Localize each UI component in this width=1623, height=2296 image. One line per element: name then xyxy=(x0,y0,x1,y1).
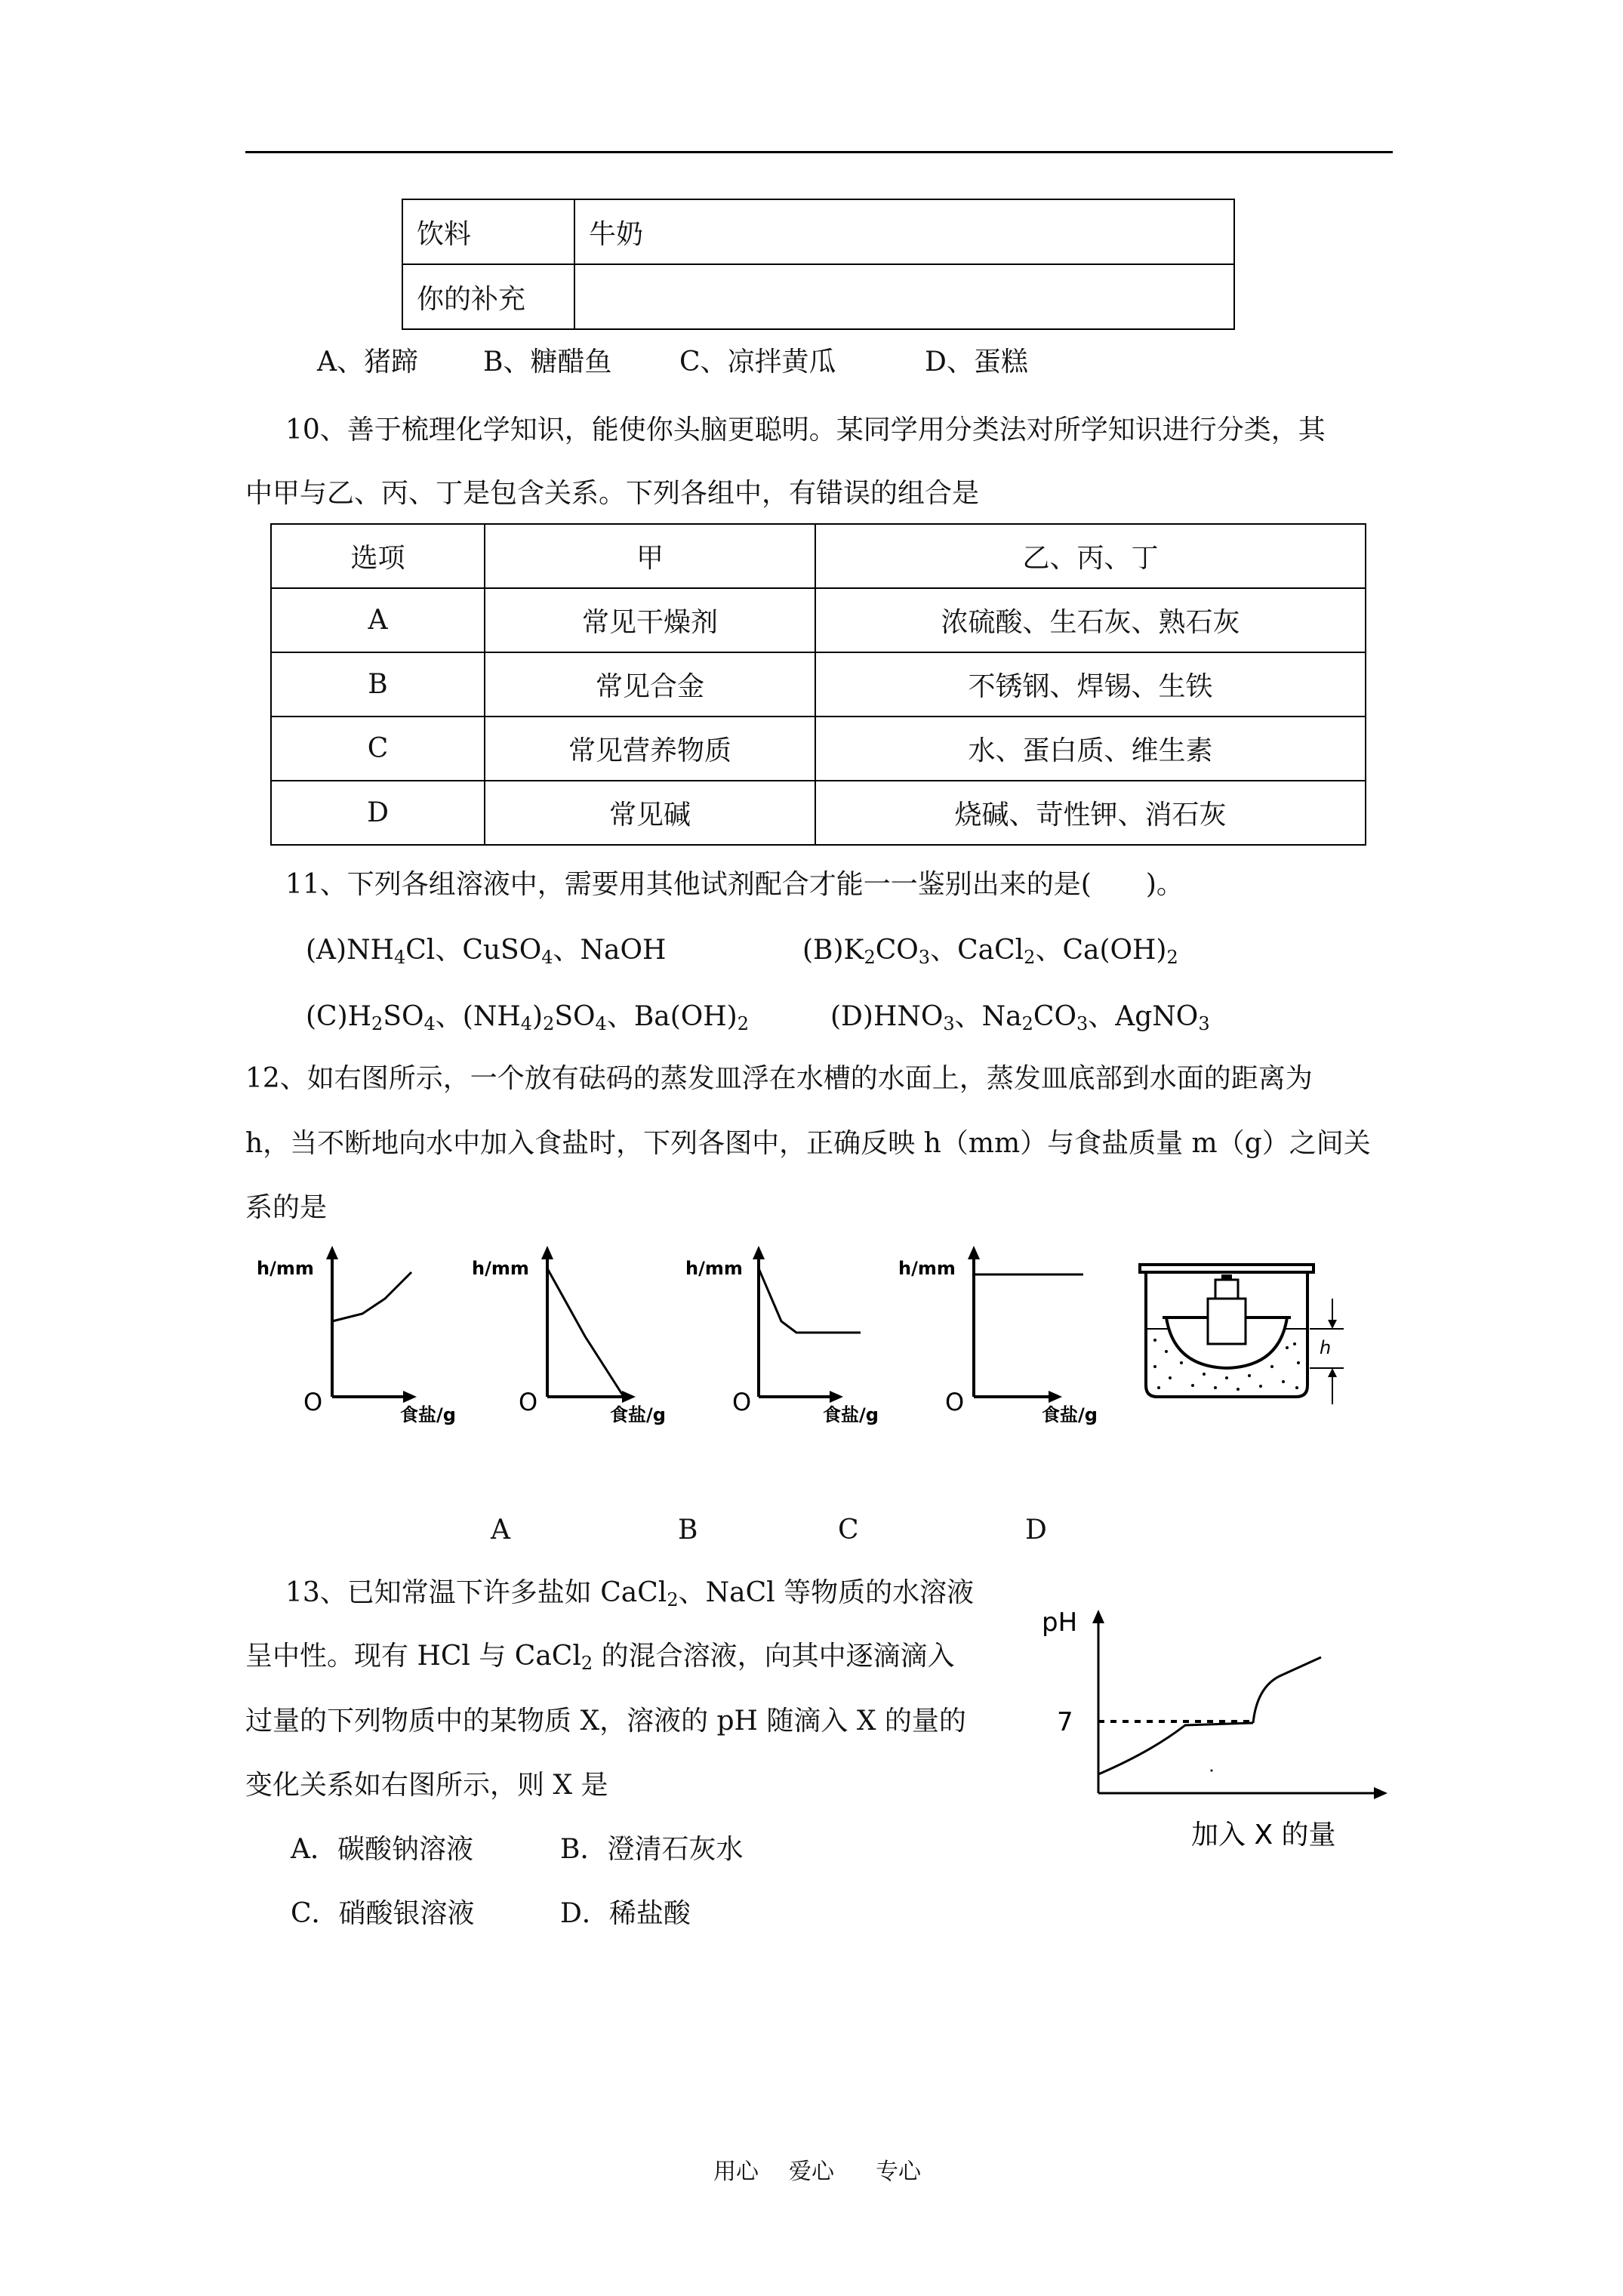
graph-b xyxy=(472,1246,666,1425)
graph-label-d: D xyxy=(1025,1515,1047,1546)
table-cell: 你的补充 xyxy=(402,264,574,329)
stray-dot xyxy=(1211,1770,1213,1772)
x-axis-label: 食盐/g xyxy=(1042,1404,1098,1425)
table-cell: 水、蛋白质、维生素 xyxy=(815,717,1366,781)
apparatus-diagram xyxy=(1132,1253,1351,1419)
ph-curve-rise xyxy=(1253,1657,1321,1723)
table-cell: 不锈钢、焊锡、生铁 xyxy=(815,652,1366,717)
footer-item: 爱心 xyxy=(789,2159,834,2185)
graph-label-b: B xyxy=(678,1515,698,1546)
table-cell: 常见合金 xyxy=(485,652,815,717)
q13-option-a: A．碳酸钠溶液 xyxy=(291,1834,473,1865)
q10-stem-line1: 10、善于梳理化学知识，能使你头脑更聪明。某同学用分类法对所学知识进行分类，其 xyxy=(285,415,1326,445)
q13-stem-line1: 13、已知常温下许多盐如 CaCl$_2$、NaCl 等物质的水溶液 xyxy=(285,1577,975,1610)
origin-label: O xyxy=(519,1388,538,1416)
q13-stem-line4: 变化关系如右图所示，则 X 是 xyxy=(245,1770,608,1801)
table-row xyxy=(402,264,1234,329)
q13-option-d: D．稀盐酸 xyxy=(560,1898,691,1929)
y-axis-label: pH xyxy=(1042,1607,1078,1638)
q13-stem-line3: 过量的下列物质中的某物质 X，溶液的 pH 随滴入 X 的量的 xyxy=(245,1706,966,1737)
table-cell: D xyxy=(271,781,485,845)
x-axis-arrow xyxy=(1049,1391,1062,1403)
table-cell: 浓硫酸、生石灰、熟石灰 xyxy=(815,588,1366,652)
table-row xyxy=(402,199,1234,264)
graph-label-a: A xyxy=(491,1515,510,1546)
q13-option-c: C．硝酸银溶液 xyxy=(291,1898,475,1929)
table-row xyxy=(271,781,1366,845)
table-cell: C xyxy=(271,717,485,781)
q11-option-a: $(A)NH_4Cl$、CuSO$_4$、NaOH xyxy=(306,935,667,968)
q9-option-a: A、猪蹄 xyxy=(317,347,418,378)
graph-d xyxy=(898,1246,1098,1425)
y-axis-label: h/mm xyxy=(685,1258,743,1279)
table-cell: 烧碱、苛性钾、消石灰 xyxy=(815,781,1366,845)
ph7-label: 7 xyxy=(1057,1707,1073,1737)
origin-label: O xyxy=(303,1388,323,1416)
x-axis-arrow xyxy=(622,1391,636,1403)
x-axis-label: 食盐/g xyxy=(610,1404,666,1425)
table-cell: A xyxy=(271,588,485,652)
q11-option-d: $(D)HNO_3$、$Na_2CO_3$、AgNO$_3$ xyxy=(830,1001,1210,1034)
table-row xyxy=(271,717,1366,781)
q13-option-b: B．澄清石灰水 xyxy=(560,1834,744,1865)
classification-table xyxy=(270,523,1366,846)
y-axis-arrow xyxy=(326,1246,338,1259)
table-row xyxy=(271,588,1366,652)
y-axis-label: h/mm xyxy=(257,1258,314,1279)
ph-graph xyxy=(1027,1601,1404,1865)
y-axis-arrow xyxy=(968,1246,980,1259)
graph-curve xyxy=(332,1272,411,1321)
q12-stem-line2: h，当不断地向水中加入食盐时，下列各图中，正确反映 h（mm）与食盐质量 m（g）之间关 xyxy=(245,1128,1371,1159)
q9-option-b: B、糖醋鱼 xyxy=(483,347,612,378)
y-axis-arrow xyxy=(541,1246,553,1259)
x-axis-arrow xyxy=(403,1391,417,1403)
graph-c xyxy=(685,1246,879,1425)
y-axis-label: h/mm xyxy=(472,1258,529,1279)
table-cell xyxy=(574,264,1234,329)
header-rule xyxy=(245,151,1393,153)
q12-graphs xyxy=(249,1238,1132,1427)
table-cell: B xyxy=(271,652,485,717)
table-cell: 常见干燥剂 xyxy=(485,588,815,652)
y-axis-arrow xyxy=(1092,1610,1104,1623)
q12-stem-line1: 12、如右图所示，一个放有砝码的蒸发皿浮在水槽的水面上，蒸发皿底部到水面的距离为 xyxy=(245,1063,1313,1094)
q9-option-d: D、蛋糕 xyxy=(925,347,1028,378)
graph-a xyxy=(257,1246,456,1425)
table-header: 乙、丙、丁 xyxy=(815,524,1366,588)
table-row xyxy=(271,652,1366,717)
table-cell: 常见碱 xyxy=(485,781,815,845)
table-cell: 常见营养物质 xyxy=(485,717,815,781)
q12-stem-line3: 系的是 xyxy=(245,1192,328,1223)
graph-curve xyxy=(759,1268,861,1333)
table-cell: 牛奶 xyxy=(574,199,1234,264)
q11-option-c: $(C)H_2SO_4$、$(NH_4)_2SO_4$、$Ba(OH)_2$ xyxy=(306,1001,750,1034)
x-axis-arrow xyxy=(830,1391,843,1403)
q13-stem-line2: 呈中性。现有 HCl 与 CaCl$_2$ 的混合溶液，向其中逐滴滴入 xyxy=(245,1641,955,1674)
q11-stem: 11、下列各组溶液中，需要用其他试剂配合才能一一鉴别出来的是( )。 xyxy=(285,869,1184,900)
q11-option-b: $(B)K_2CO_3$、CaCl$_2$、$Ca(OH)_2$ xyxy=(802,935,1178,968)
ph-curve xyxy=(1098,1723,1253,1774)
x-axis-label: 食盐/g xyxy=(400,1404,456,1425)
y-axis-arrow xyxy=(753,1246,765,1259)
height-marker xyxy=(1310,1299,1344,1404)
x-axis-arrow xyxy=(1374,1787,1387,1799)
y-axis-label: h/mm xyxy=(898,1258,956,1279)
table-header: 选项 xyxy=(271,524,485,588)
x-axis-label: 食盐/g xyxy=(823,1404,879,1425)
graph-label-c: C xyxy=(838,1515,859,1546)
origin-label: O xyxy=(945,1388,965,1416)
q9-option-c: C、凉拌黄瓜 xyxy=(679,347,836,378)
x-axis-label: 加入 X 的量 xyxy=(1191,1820,1336,1851)
graph-curve xyxy=(547,1268,623,1395)
footer-item: 专心 xyxy=(876,2159,921,2185)
origin-label: O xyxy=(732,1388,752,1416)
h-label: h xyxy=(1320,1337,1332,1358)
food-table xyxy=(402,199,1235,330)
table-cell: 饮料 xyxy=(402,199,574,264)
table-header: 甲 xyxy=(485,524,815,588)
table-header-row xyxy=(271,524,1366,588)
footer-item: 用心 xyxy=(713,2159,759,2185)
weight-icon xyxy=(1208,1274,1246,1344)
q10-stem-line2: 中甲与乙、丙、丁是包含关系。下列各组中，有错误的组合是 xyxy=(245,478,980,509)
